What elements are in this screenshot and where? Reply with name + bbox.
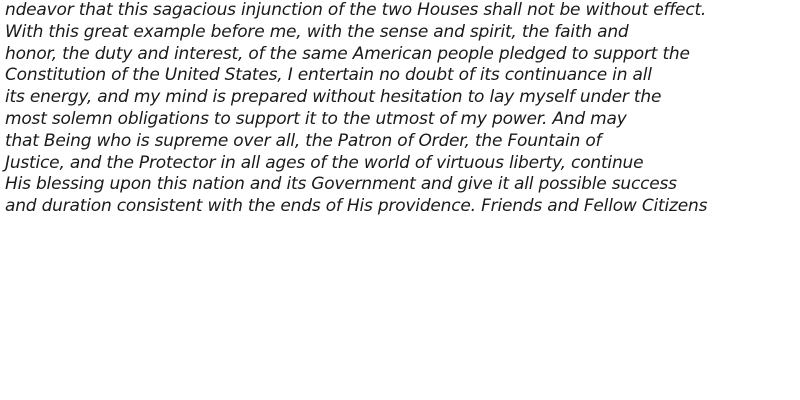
document-text-block: [5, 0, 795, 218]
text-line-10: and duration consistent with the ends of His providence. Friends and Fellow Citizens: [5, 196, 708, 217]
text-line-8: Justice, and the Protector in all ages of the world of virtuous liberty, continue: [5, 152, 644, 173]
text-line-4: Constitution of the United States, I entertain no doubt of its continuance in all: [5, 65, 652, 86]
text-line-9: His blessing upon this nation and its Government and give it all possible success: [5, 174, 677, 195]
text-line-6: most solemn obligations to support it to the utmost of my power. And may: [5, 108, 627, 129]
text-line-3: honor, the duty and interest, of the same American people pledged to support the: [5, 43, 690, 64]
text-line-7: that Being who is supreme over all, the Patron of Order, the Fountain of: [5, 130, 602, 151]
text-line-5: its energy, and my mind is prepared without hesitation to lay myself under the: [5, 87, 662, 108]
text-line-2: With this great example before me, with the sense and spirit, the faith and: [5, 21, 629, 42]
text-line-1: ndeavor that this sagacious injunction of the two Houses shall not be without effect.: [5, 0, 707, 20]
